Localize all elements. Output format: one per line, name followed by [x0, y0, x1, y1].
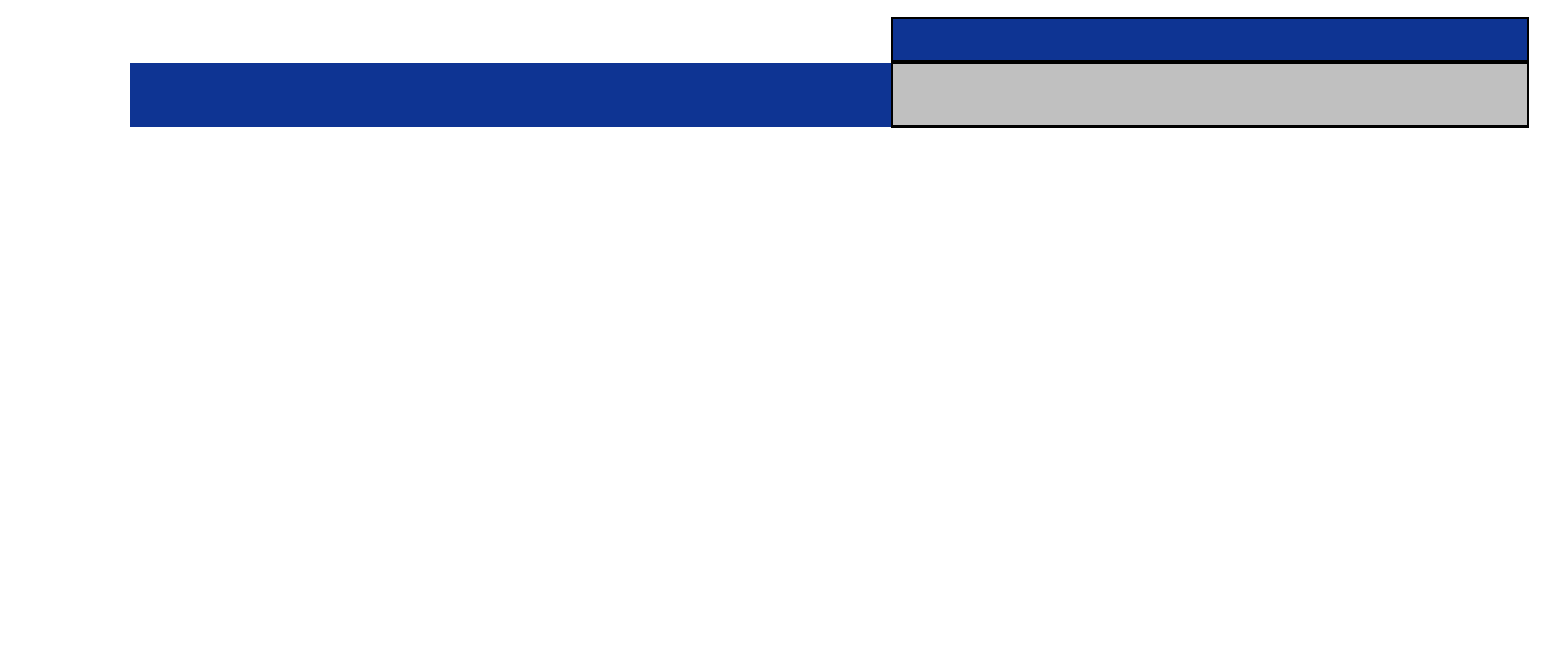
plateau-header-label	[130, 63, 436, 127]
clubs-header-label	[597, 63, 891, 127]
license-header-spacer	[436, 63, 597, 127]
event-columns-header	[891, 62, 1529, 128]
plateau-clubs-header	[130, 63, 891, 127]
epreuves-header-label	[891, 17, 1529, 62]
